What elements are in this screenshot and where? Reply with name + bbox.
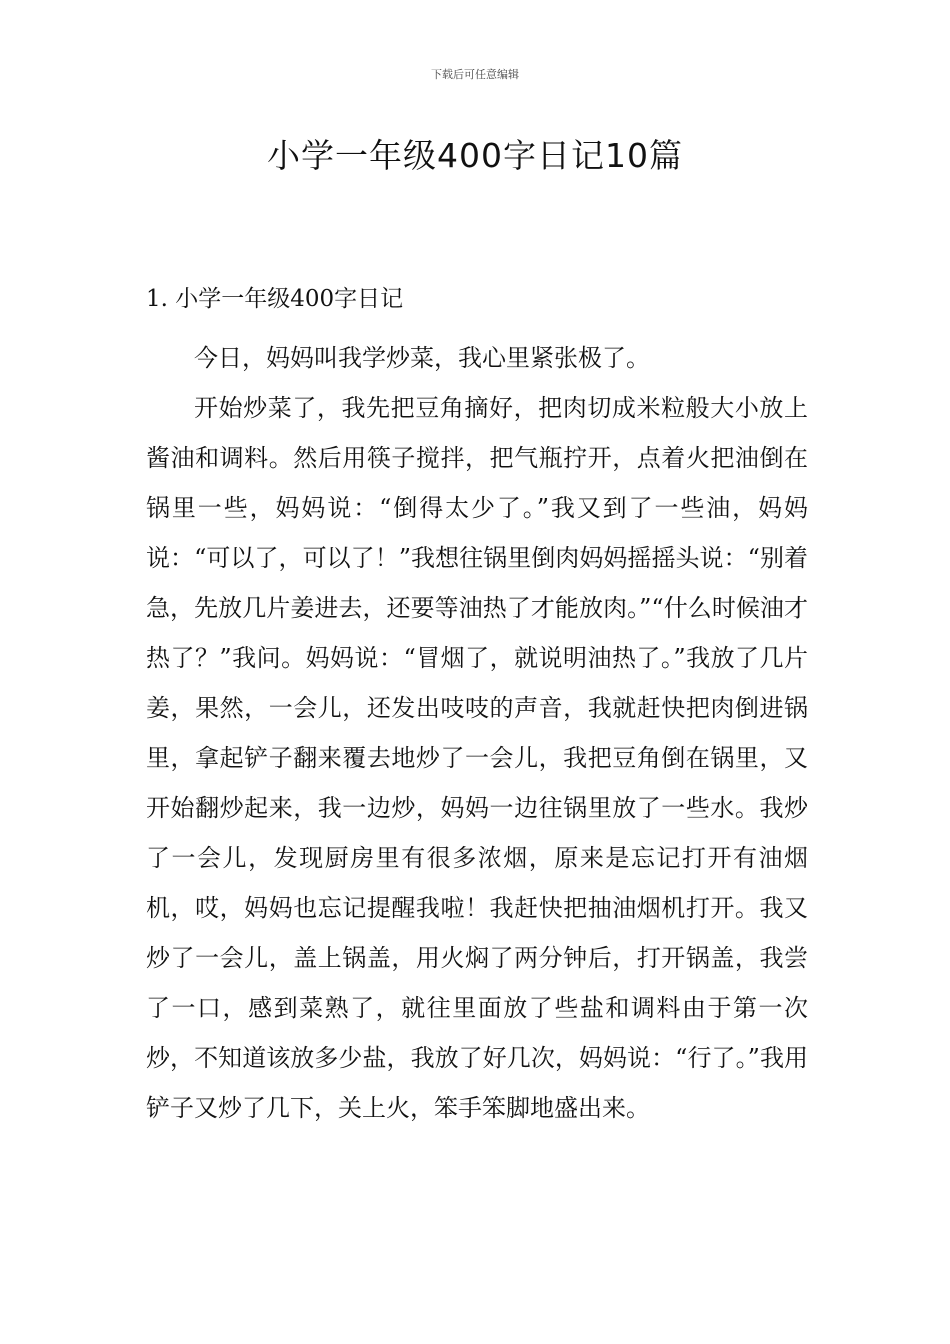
paragraph: 开始炒菜了，我先把豆角摘好，把肉切成米粒般大小放上酱油和调料。然后用筷子搅拌，把气瓶拧开，点着火把油倒在锅里一些，妈妈说：“倒得太少了。”我又到了一些油，妈妈说：“可以了，可以了！”我想往锅里倒肉妈妈摇摇头说：“别着急，先放几片姜进去，还要等油热了才能放肉。”“什么时候油才热了？”我问。妈妈说：“冒烟了，就说明油热了。”我放了几片姜，果然，一会儿，还发出吱吱的声音，我就赶快把肉倒进锅里，拿起铲子翻来覆去地炒了一会儿，我把豆角倒在锅里，又开始翻炒起来，我一边炒，妈妈一边往锅里放了一些水。我炒了一会儿，发现厨房里有很多浓烟，原来是忘记打开有油烟机，哎，妈妈也忘记提醒我啦！我赶快把抽油烟机打开。我又炒了一会儿，盖上锅盖，用火焖了两分钟后，打开锅盖，我尝了一口，感到菜熟了，就往里面放了些盐和调料由于第一次炒，不知道该放多少盐，我放了好几次，妈妈说：“行了。”我用铲子又炒了几下，关上火，笨手笨脚地盛出来。 [146,394,808,1122]
document-body [146,283,808,1133]
document-title: 小学一年级400字日记10篇 [267,136,683,175]
paragraph: 今日，妈妈叫我学炒菜，我心里紧张极了。 [194,344,650,372]
header-note: 下载后可任意编辑 [431,68,519,81]
section-heading: 1. 小学一年级400字日记 [146,286,404,312]
